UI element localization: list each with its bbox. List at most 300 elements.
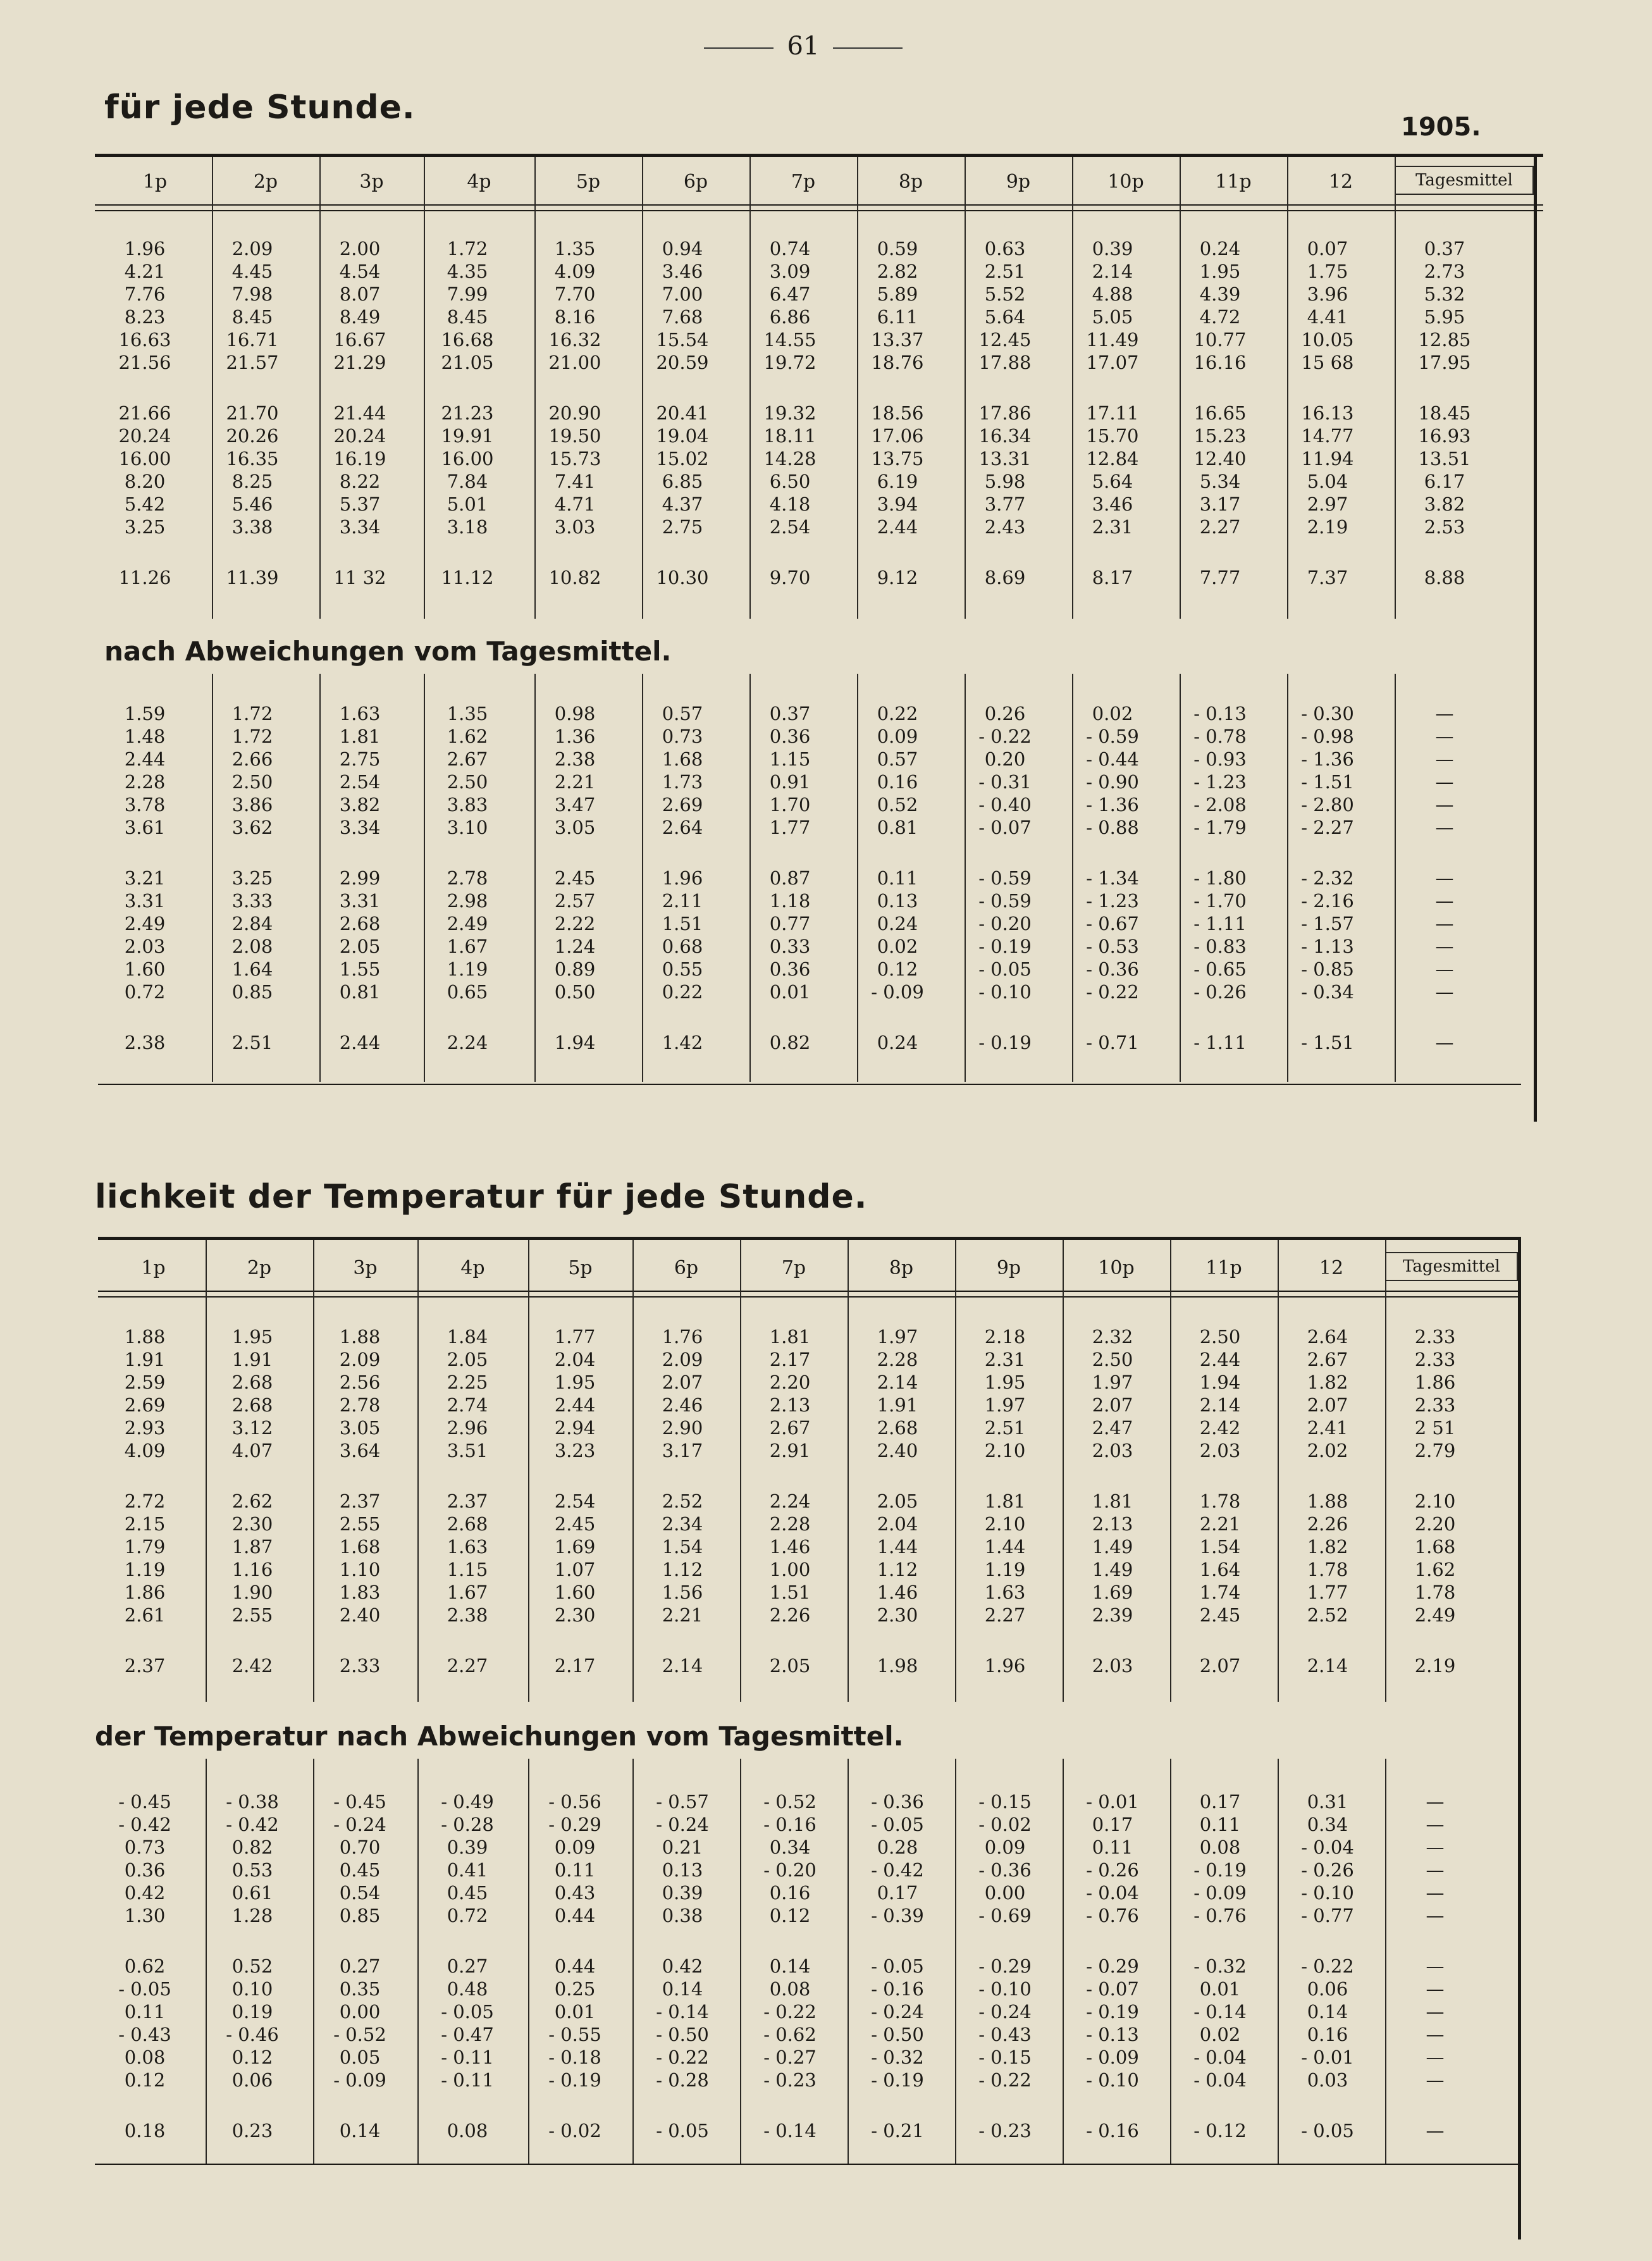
cell-value: 1.90 bbox=[231, 1582, 273, 1603]
cell-value: 8.49 bbox=[339, 306, 381, 328]
cell-value: 2.09 bbox=[231, 238, 273, 259]
cell-value: 2.57 bbox=[554, 890, 596, 912]
mean-value: 0.23 bbox=[231, 2120, 273, 2141]
cell-value: 0.70 bbox=[339, 1837, 381, 1858]
cell-value: 0.06 bbox=[231, 2069, 273, 2091]
cell-value: - 0.04 bbox=[1301, 1837, 1354, 1858]
cell-value: - 0.04 bbox=[1193, 2069, 1247, 2091]
column-divider bbox=[206, 1759, 207, 2164]
table-column bbox=[952, 702, 1058, 1054]
cell-value: 2.94 bbox=[554, 1417, 596, 1439]
cell-value: 2.51 bbox=[984, 261, 1026, 282]
cell-value: 3.64 bbox=[339, 1440, 381, 1461]
cell-value: 0.17 bbox=[1199, 1791, 1241, 1812]
table-column bbox=[737, 1790, 843, 2142]
cell-value: 0.73 bbox=[124, 1837, 166, 1858]
cell-value: 1.63 bbox=[339, 703, 381, 724]
column-header: 2p bbox=[247, 1257, 272, 1279]
column-divider bbox=[528, 1240, 529, 1702]
table3-top-rule bbox=[98, 1237, 1521, 1240]
cell-value: - 0.36 bbox=[871, 1791, 924, 1812]
cell-value: 4.71 bbox=[554, 493, 596, 515]
cell-value: 4.88 bbox=[1092, 283, 1133, 305]
cell-value: 1.95 bbox=[984, 1372, 1026, 1393]
cell-value: 2.53 bbox=[1424, 516, 1465, 538]
cell-value: 2.45 bbox=[554, 1513, 596, 1535]
cell-value: 6.17 bbox=[1424, 471, 1465, 492]
cell-value: 0.11 bbox=[1092, 1837, 1133, 1858]
cell-value: 0.21 bbox=[662, 1837, 703, 1858]
cell-value: 0.20 bbox=[984, 748, 1026, 770]
cell-value: - 1.51 bbox=[1301, 771, 1354, 793]
cell-value: 1.18 bbox=[769, 890, 811, 912]
cell-value: 16.68 bbox=[441, 329, 494, 350]
cell-value: 4.54 bbox=[339, 261, 381, 282]
cell-value: 15.02 bbox=[656, 448, 709, 469]
column-header: 5p bbox=[568, 1257, 593, 1279]
cell-value: 5.95 bbox=[1424, 306, 1465, 328]
cell-value: 7.76 bbox=[124, 283, 166, 305]
cell-value: 1.72 bbox=[447, 238, 488, 259]
cell-value: - 0.05 bbox=[871, 1814, 924, 1835]
mean-value: 0.14 bbox=[339, 2120, 381, 2141]
cell-value: - 0.39 bbox=[871, 1905, 924, 1926]
cell-value: 0.03 bbox=[1307, 2069, 1348, 2091]
cell-value: 1.59 bbox=[124, 703, 166, 724]
table-column bbox=[92, 1325, 198, 1677]
cell-value: 4.72 bbox=[1199, 306, 1241, 328]
cell-value: 2.27 bbox=[1199, 516, 1241, 538]
cell-value: 0.52 bbox=[877, 794, 918, 815]
mean-value: 8.69 bbox=[984, 567, 1026, 588]
cell-value: 2.32 bbox=[1092, 1326, 1133, 1347]
cell-value: 21.66 bbox=[118, 402, 171, 424]
cell-value: 0.45 bbox=[339, 1859, 381, 1881]
cell-value: 8.45 bbox=[231, 306, 273, 328]
mean-value: 8.88 bbox=[1424, 567, 1465, 588]
cell-value: 2.30 bbox=[231, 1513, 273, 1535]
cell-value: 2.54 bbox=[769, 516, 811, 538]
mean-value: 10.30 bbox=[656, 567, 709, 588]
cell-value: 1.77 bbox=[769, 817, 811, 838]
cell-value: 0.36 bbox=[769, 726, 811, 747]
column-header: 7p bbox=[781, 1257, 806, 1279]
cell-value: 0.85 bbox=[231, 981, 273, 1003]
cell-value: 3.94 bbox=[877, 493, 918, 515]
cell-value: 1.51 bbox=[769, 1582, 811, 1603]
cell-value: 3.05 bbox=[339, 1417, 381, 1439]
cell-value: 2.14 bbox=[1092, 261, 1133, 282]
cell-value: 0.12 bbox=[877, 958, 918, 980]
cell-value: 2.59 bbox=[124, 1372, 166, 1393]
cell-value: 0.13 bbox=[877, 890, 918, 912]
cell-value: 0.16 bbox=[1307, 2024, 1348, 2045]
cell-value: 2.69 bbox=[662, 794, 703, 815]
mean-value: 2.14 bbox=[1307, 1655, 1348, 1676]
cell-value: 0.63 bbox=[984, 238, 1026, 259]
cell-value: 4.09 bbox=[554, 261, 596, 282]
cell-value: 1.10 bbox=[339, 1559, 381, 1580]
cell-value: 2.62 bbox=[231, 1490, 273, 1512]
cell-value: 0.34 bbox=[769, 1837, 811, 1858]
cell-value: - 0.31 bbox=[978, 771, 1032, 793]
cell-value: 2.49 bbox=[1414, 1604, 1456, 1626]
cell-value: 8.20 bbox=[124, 471, 166, 492]
cell-value: 2.20 bbox=[1414, 1513, 1456, 1535]
cell-value: - 0.59 bbox=[1086, 726, 1139, 747]
cell-value: 2.09 bbox=[662, 1349, 703, 1370]
cell-value: 2.33 bbox=[1414, 1349, 1456, 1370]
cell-value: 5.05 bbox=[1092, 306, 1133, 328]
cell-value: - 0.78 bbox=[1193, 726, 1247, 747]
table-column bbox=[844, 1790, 951, 2142]
page-number: 61 bbox=[0, 32, 1606, 61]
cell-value: 2.68 bbox=[339, 913, 381, 934]
mean-value: - 0.05 bbox=[1301, 2120, 1354, 2141]
column-header: 3p bbox=[359, 171, 384, 193]
cell-value: 2.68 bbox=[231, 1372, 273, 1393]
cell-value: - 0.27 bbox=[763, 2047, 817, 2068]
cell-value: 2.30 bbox=[877, 1604, 918, 1626]
column-divider bbox=[1170, 1759, 1171, 2164]
cell-value: 1.74 bbox=[1199, 1582, 1241, 1603]
cell-value: 1.81 bbox=[769, 1326, 811, 1347]
column-divider bbox=[955, 1240, 956, 1702]
cell-value: 21.70 bbox=[226, 402, 279, 424]
cell-value: 0.48 bbox=[447, 1978, 488, 2000]
cell-value: — bbox=[1426, 1791, 1445, 1812]
cell-value: 8.25 bbox=[231, 471, 273, 492]
cell-value: - 0.32 bbox=[1193, 1955, 1247, 1977]
cell-value: 2.43 bbox=[984, 516, 1026, 538]
cell-value: 21.05 bbox=[441, 352, 494, 373]
cell-value: 3.17 bbox=[662, 1440, 703, 1461]
cell-value: - 0.09 bbox=[1193, 1882, 1247, 1904]
cell-value: — bbox=[1426, 2001, 1445, 2023]
column-divider bbox=[313, 1240, 314, 1702]
cell-value: 5.01 bbox=[447, 493, 488, 515]
cell-value: 16.71 bbox=[226, 329, 279, 350]
cell-value: 11.94 bbox=[1301, 448, 1354, 469]
cell-value: 19.50 bbox=[548, 425, 601, 447]
cell-value: 2.52 bbox=[1307, 1604, 1348, 1626]
table-column bbox=[737, 237, 843, 589]
mean-value: 2.42 bbox=[231, 1655, 273, 1676]
cell-value: 7.99 bbox=[447, 283, 488, 305]
cell-value: - 0.11 bbox=[441, 2047, 494, 2068]
column-divider bbox=[1180, 674, 1181, 1082]
cell-value: 17.11 bbox=[1086, 402, 1139, 424]
cell-value: 17.07 bbox=[1086, 352, 1139, 373]
cell-value: 0.39 bbox=[662, 1882, 703, 1904]
cell-value: 7.98 bbox=[231, 283, 273, 305]
cell-value: 2.67 bbox=[769, 1417, 811, 1439]
column-header: 6p bbox=[683, 171, 708, 193]
cell-value: 14.28 bbox=[763, 448, 817, 469]
cell-value: - 0.69 bbox=[978, 1905, 1032, 1926]
cell-value: 3.21 bbox=[124, 867, 166, 889]
cell-value: - 0.20 bbox=[763, 1859, 817, 1881]
column-divider bbox=[1287, 674, 1288, 1082]
cell-value: 10.77 bbox=[1193, 329, 1247, 350]
column-divider bbox=[1063, 1759, 1064, 2164]
table1-top-rule bbox=[95, 154, 1543, 157]
table1-header-rule-2 bbox=[95, 210, 1543, 211]
cell-value: 3.23 bbox=[554, 1440, 596, 1461]
cell-value: 3.46 bbox=[1092, 493, 1133, 515]
cell-value: - 0.42 bbox=[118, 1814, 171, 1835]
mean-value: - 0.21 bbox=[871, 2120, 924, 2141]
cell-value: 5.89 bbox=[877, 283, 918, 305]
cell-value: 18.11 bbox=[763, 425, 817, 447]
cell-value: 2 51 bbox=[1414, 1417, 1456, 1439]
cell-value: 5.98 bbox=[984, 471, 1026, 492]
table2-bottom-rule bbox=[98, 1084, 1521, 1085]
cell-value: 4.45 bbox=[231, 261, 273, 282]
cell-value: 2.24 bbox=[769, 1490, 811, 1512]
cell-value: 0.52 bbox=[231, 1955, 273, 1977]
column-header: 4p bbox=[467, 171, 491, 193]
cell-value: 2.25 bbox=[447, 1372, 488, 1393]
cell-value: 6.47 bbox=[769, 283, 811, 305]
cell-value: 0.09 bbox=[877, 726, 918, 747]
column-divider bbox=[642, 674, 643, 1082]
mean-value: - 0.71 bbox=[1086, 1032, 1139, 1053]
cell-value: 1.62 bbox=[447, 726, 488, 747]
column-header: 6p bbox=[674, 1257, 699, 1279]
mean-value: - 0.14 bbox=[763, 2120, 817, 2141]
cell-value: 0.94 bbox=[662, 238, 703, 259]
cell-value: 1.48 bbox=[124, 726, 166, 747]
cell-value: 1.77 bbox=[554, 1326, 596, 1347]
cell-value: - 0.55 bbox=[548, 2024, 601, 2045]
cell-value: 2.26 bbox=[1307, 1513, 1348, 1535]
cell-value: 1.78 bbox=[1199, 1490, 1241, 1512]
column-divider bbox=[319, 674, 321, 1082]
cell-value: 2.40 bbox=[877, 1440, 918, 1461]
cell-value: 2.13 bbox=[1092, 1513, 1133, 1535]
table-column bbox=[1167, 1790, 1273, 2142]
mean-value: 0.24 bbox=[877, 1032, 918, 1053]
cell-value: 2.91 bbox=[769, 1440, 811, 1461]
cell-value: 0.14 bbox=[662, 1978, 703, 2000]
cell-value: - 0.98 bbox=[1301, 726, 1354, 747]
cell-value: 0.28 bbox=[877, 1837, 918, 1858]
cell-value: - 0.36 bbox=[1086, 958, 1139, 980]
mean-value: 9.70 bbox=[769, 567, 811, 588]
cell-value: 0.39 bbox=[447, 1837, 488, 1858]
cell-value: 17.88 bbox=[978, 352, 1032, 373]
cell-value: 1.46 bbox=[769, 1536, 811, 1558]
cell-value: 5.52 bbox=[984, 283, 1026, 305]
cell-value: - 0.30 bbox=[1301, 703, 1354, 724]
column-header: 10p bbox=[1098, 1257, 1135, 1279]
cell-value: 1.63 bbox=[984, 1582, 1026, 1603]
cell-value: 2.14 bbox=[1199, 1394, 1241, 1416]
cell-value: - 0.20 bbox=[978, 913, 1032, 934]
cell-value: 1.63 bbox=[447, 1536, 488, 1558]
cell-value: 0.06 bbox=[1307, 1978, 1348, 2000]
cell-value: 0.12 bbox=[124, 2069, 166, 2091]
cell-value: 2.03 bbox=[1199, 1440, 1241, 1461]
cell-value: - 1.36 bbox=[1086, 794, 1139, 815]
cell-value: 0.08 bbox=[124, 2047, 166, 2068]
cell-value: 1.16 bbox=[231, 1559, 273, 1580]
cell-value: - 1.11 bbox=[1193, 913, 1247, 934]
cell-value: - 0.42 bbox=[226, 1814, 279, 1835]
cell-value: 2.42 bbox=[1199, 1417, 1241, 1439]
column-header: 12 bbox=[1319, 1257, 1344, 1279]
cell-value: 1.83 bbox=[339, 1582, 381, 1603]
cell-value: 1.76 bbox=[662, 1326, 703, 1347]
right-border-rule bbox=[1534, 154, 1537, 1122]
cell-value: 3.83 bbox=[447, 794, 488, 815]
cell-value: 2.50 bbox=[231, 771, 273, 793]
column-header: 2p bbox=[253, 171, 278, 193]
cell-value: - 0.02 bbox=[978, 1814, 1032, 1835]
cell-value: - 0.16 bbox=[871, 1978, 924, 2000]
cell-value: 1.62 bbox=[1414, 1559, 1456, 1580]
cell-value: 2.99 bbox=[339, 867, 381, 889]
cell-value: 1.84 bbox=[447, 1326, 488, 1347]
cell-value: 2.31 bbox=[1092, 516, 1133, 538]
cell-value: - 0.46 bbox=[226, 2024, 279, 2045]
cell-value: 1.78 bbox=[1414, 1582, 1456, 1603]
column-divider bbox=[749, 157, 751, 619]
cell-value: 2.34 bbox=[662, 1513, 703, 1535]
cell-value: 0.65 bbox=[447, 981, 488, 1003]
cell-value: - 0.16 bbox=[763, 1814, 817, 1835]
cell-value: 0.17 bbox=[877, 1882, 918, 1904]
table-column bbox=[414, 237, 521, 589]
cell-value: 2.28 bbox=[124, 771, 166, 793]
cell-value: 0.36 bbox=[769, 958, 811, 980]
cell-value: 0.33 bbox=[769, 936, 811, 957]
cell-value: - 0.50 bbox=[871, 2024, 924, 2045]
cell-value: 1.95 bbox=[554, 1372, 596, 1393]
cell-value: 1.15 bbox=[769, 748, 811, 770]
cell-value: 1.97 bbox=[984, 1394, 1026, 1416]
cell-value: 3.47 bbox=[554, 794, 596, 815]
cell-value: 3.34 bbox=[339, 516, 381, 538]
mean-value: 2.03 bbox=[1092, 1655, 1133, 1676]
cell-value: - 0.22 bbox=[763, 2001, 817, 2023]
cell-value: - 1.80 bbox=[1193, 867, 1247, 889]
cell-value: 0.77 bbox=[769, 913, 811, 934]
cell-value: - 0.13 bbox=[1193, 703, 1247, 724]
column-header: 9p bbox=[1006, 171, 1031, 193]
cell-value: 16.65 bbox=[1193, 402, 1247, 424]
table-column bbox=[199, 237, 305, 589]
cell-value: 1.54 bbox=[662, 1536, 703, 1558]
cell-value: 0.68 bbox=[662, 936, 703, 957]
cell-value: 2.13 bbox=[769, 1394, 811, 1416]
table-column bbox=[844, 237, 951, 589]
cell-value: 1.86 bbox=[124, 1582, 166, 1603]
cell-value: - 0.43 bbox=[118, 2024, 171, 2045]
cell-value: 0.14 bbox=[769, 1955, 811, 1977]
cell-value: 0.27 bbox=[339, 1955, 381, 1977]
cell-value: 1.51 bbox=[662, 913, 703, 934]
cell-value: 3.78 bbox=[124, 794, 166, 815]
column-header: 9p bbox=[996, 1257, 1021, 1279]
cell-value: 1.35 bbox=[447, 703, 488, 724]
column-divider bbox=[417, 1240, 419, 1702]
cell-value: 2.44 bbox=[124, 748, 166, 770]
table-column bbox=[307, 237, 413, 589]
cell-value: - 2.08 bbox=[1193, 794, 1247, 815]
cell-value: 2.17 bbox=[769, 1349, 811, 1370]
table-column bbox=[1391, 702, 1498, 1054]
cell-value: - 0.67 bbox=[1086, 913, 1139, 934]
cell-value: 0.82 bbox=[231, 1837, 273, 1858]
cell-value: - 0.77 bbox=[1301, 1905, 1354, 1926]
column-divider bbox=[1170, 1240, 1171, 1702]
cell-value: 16.35 bbox=[226, 448, 279, 469]
cell-value: 2.10 bbox=[984, 1440, 1026, 1461]
cell-value: - 1.79 bbox=[1193, 817, 1247, 838]
cell-value: 2.98 bbox=[447, 890, 488, 912]
cell-value: 2.07 bbox=[662, 1372, 703, 1393]
table-column bbox=[307, 702, 413, 1054]
cell-value: 10.05 bbox=[1301, 329, 1354, 350]
cell-value: 3.25 bbox=[231, 867, 273, 889]
cell-value: 0.44 bbox=[554, 1905, 596, 1926]
column-divider bbox=[212, 157, 213, 619]
cell-value: 1.82 bbox=[1307, 1536, 1348, 1558]
cell-value: 1.97 bbox=[1092, 1372, 1133, 1393]
cell-value: 0.00 bbox=[339, 2001, 381, 2023]
column-divider bbox=[632, 1240, 634, 1702]
cell-value: 2.79 bbox=[1414, 1440, 1456, 1461]
cell-value: 2.50 bbox=[1092, 1349, 1133, 1370]
cell-value: 2.30 bbox=[554, 1604, 596, 1626]
table-column bbox=[737, 1325, 843, 1677]
cell-value: 0.62 bbox=[124, 1955, 166, 1977]
cell-value: 2.96 bbox=[447, 1417, 488, 1439]
cell-value: 2.10 bbox=[1414, 1490, 1456, 1512]
cell-value: 2.07 bbox=[1092, 1394, 1133, 1416]
cell-value: 0.19 bbox=[231, 2001, 273, 2023]
cell-value: 13.51 bbox=[1418, 448, 1471, 469]
mean-value: 1.94 bbox=[554, 1032, 596, 1053]
mean-value: 11.26 bbox=[118, 567, 171, 588]
cell-value: 5.64 bbox=[1092, 471, 1133, 492]
cell-value: - 0.50 bbox=[656, 2024, 709, 2045]
cell-value: 4.09 bbox=[124, 1440, 166, 1461]
cell-value: - 1.34 bbox=[1086, 867, 1139, 889]
cell-value: - 0.07 bbox=[1086, 1978, 1139, 2000]
cell-value: 0.02 bbox=[1092, 703, 1133, 724]
cell-value: 16.93 bbox=[1418, 425, 1471, 447]
table-column bbox=[844, 1325, 951, 1677]
cell-value: - 1.57 bbox=[1301, 913, 1354, 934]
table-column bbox=[1274, 237, 1381, 589]
cell-value: 1.36 bbox=[554, 726, 596, 747]
cell-value: — bbox=[1426, 1955, 1445, 1977]
cell-value: - 2.16 bbox=[1301, 890, 1354, 912]
cell-value: 2.51 bbox=[984, 1417, 1026, 1439]
cell-value: 4.07 bbox=[231, 1440, 273, 1461]
cell-value: 1.97 bbox=[877, 1326, 918, 1347]
cell-value: 2.64 bbox=[662, 817, 703, 838]
cell-value: 2.18 bbox=[984, 1326, 1026, 1347]
column-divider bbox=[857, 674, 858, 1082]
column-divider bbox=[1278, 1240, 1279, 1702]
cell-value: - 0.14 bbox=[656, 2001, 709, 2023]
year-label: 1905. bbox=[1401, 113, 1481, 142]
cell-value: 2.78 bbox=[447, 867, 488, 889]
